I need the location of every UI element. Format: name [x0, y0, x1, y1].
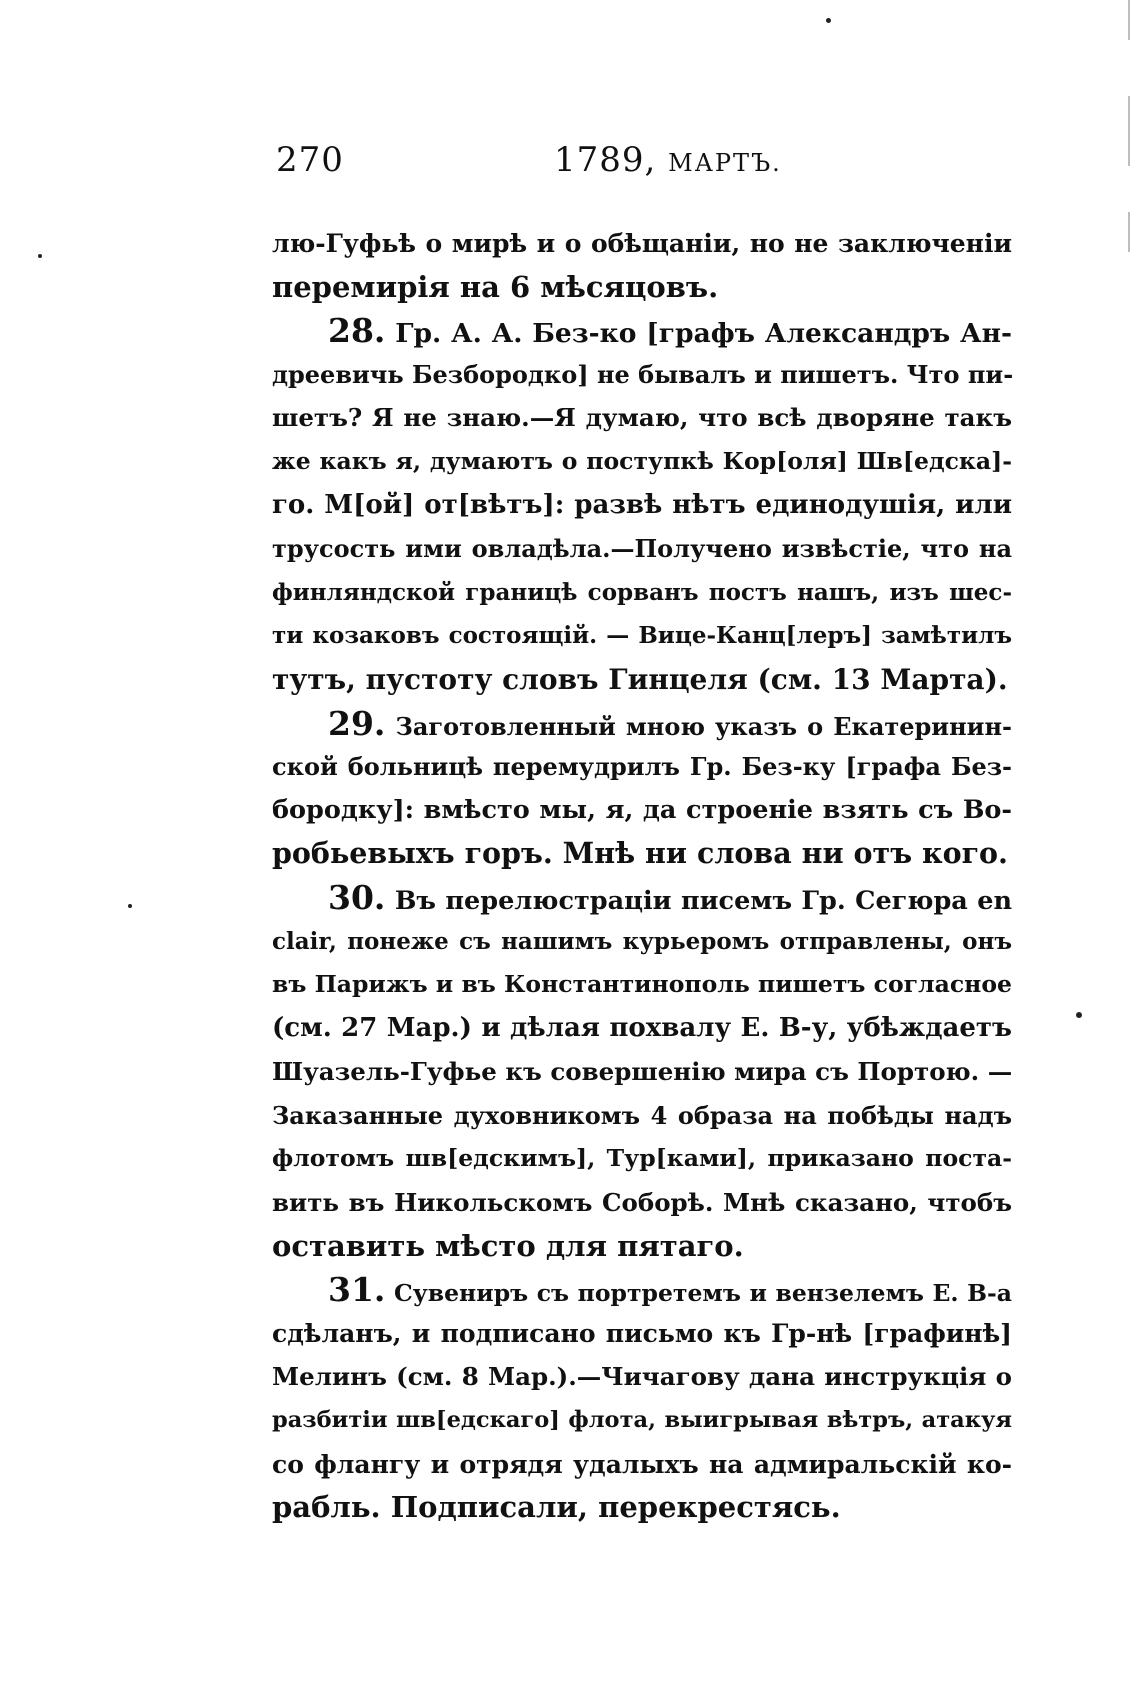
line-text: Мелинъ (см. 8 Мар.).—Чичагову дана инструкція о — [272, 1362, 1012, 1392]
text-line — [272, 353, 1012, 397]
text-line — [272, 571, 1012, 615]
text-line — [272, 484, 1012, 528]
scan-edge-line — [1128, 212, 1130, 252]
line-text: финляндской границѣ сорванъ постъ нашъ, изъ шес- — [272, 578, 1012, 606]
running-head-month: МАРТЪ. — [668, 149, 782, 177]
line-text: Въ перелюстраціи писемъ Гр. Сегюра en — [394, 885, 1012, 916]
line-text: сдѣланъ, и подписано письмо къ Гр-нѣ [графинѣ] — [272, 1318, 1012, 1348]
running-head-year: 1789, — [554, 140, 657, 180]
text-line — [272, 1312, 1012, 1356]
text-line — [272, 832, 1012, 876]
line-text: лю-Гуфьѣ о мирѣ и о обѣщаніи, но не заключеніи — [272, 229, 1012, 258]
text-line — [272, 1007, 1012, 1051]
line-text: бородку]: вмѣсто мы, я, да строеніе взять съ Во- — [272, 794, 1012, 825]
line-text: трусость ими овладѣла.—Получено извѣстіе, что на — [272, 534, 1012, 564]
line-text: Шуазель-Гуфье къ совершенію мира съ Портою. — — [272, 1057, 1013, 1087]
line-text: въ Парижъ и въ Константинополь пишетъ согласное — [272, 970, 1012, 999]
scan-speck — [38, 254, 42, 258]
line-text: оставить мѣсто для пятаго. — [272, 1228, 744, 1263]
scan-edge-line — [1128, 0, 1130, 40]
text-line — [272, 1443, 1012, 1487]
text-line — [272, 396, 1012, 440]
line-text: же какъ я, думаютъ о поступкѣ Кор[оля] Шв[едска]- — [272, 446, 1012, 475]
line-text: перемирія на 6 мѣсяцовъ. — [272, 269, 719, 304]
entry-start-line — [272, 876, 1012, 920]
text-line — [272, 527, 1012, 571]
text-line — [272, 614, 1012, 658]
line-text: рабль. Подписали, перекрестясь. — [272, 1490, 841, 1525]
line-text: ской больницѣ перемудрилъ Гр. Без-ку [графа Без- — [272, 752, 1012, 782]
text-line — [272, 920, 1012, 964]
line-text: флотомъ шв[едскимъ], Тур[ками], приказано поста- — [272, 1144, 1012, 1173]
entry-day-number: 29. — [328, 703, 386, 743]
scan-speck — [826, 18, 831, 23]
text-line — [272, 1355, 1012, 1399]
line-text: Сувениръ съ портретемъ и вензелемъ Е. В-а — [394, 1279, 1013, 1308]
line-text: го. М[ой] от[вѣтъ]: развѣ нѣтъ единодушія, или — [272, 489, 1012, 520]
text-line — [272, 1399, 1012, 1443]
line-text: дреевичь Безбородко] не бывалъ и пишетъ. Что пи- — [272, 359, 1014, 389]
running-head — [554, 140, 782, 180]
text-line — [272, 1050, 1012, 1094]
text-line — [272, 1137, 1012, 1181]
page-number: 270 — [276, 140, 344, 180]
text-line — [272, 222, 1012, 266]
scan-edge-line — [1128, 96, 1130, 166]
entry-day-number: 31. — [328, 1270, 386, 1310]
line-text: шетъ? Я не знаю.—Я думаю, что всѣ дворяне такъ — [272, 403, 1012, 433]
text-line — [272, 963, 1012, 1007]
text-line — [272, 1225, 1012, 1269]
page-header — [276, 140, 1012, 190]
entry-start-line — [272, 702, 1012, 746]
line-text: Заказанные духовникомъ 4 образа на побѣды надъ — [272, 1100, 1012, 1130]
text-line — [272, 1486, 1012, 1530]
text-line — [272, 658, 1012, 702]
entry-start-line — [272, 1268, 1012, 1312]
line-text: (см. 27 Мар.) и дѣлая похвалу Е. В-у, убѣждаетъ — [272, 1012, 1012, 1043]
line-text: Заготовленный мною указъ о Екатеринин- — [395, 711, 1012, 741]
text-line — [272, 1181, 1012, 1225]
text-line — [272, 745, 1012, 789]
entry-day-number: 28. — [328, 311, 386, 351]
text-line — [272, 266, 1012, 310]
line-text: со флангу и отрядя удалыхъ на адмиральскій ко- — [272, 1449, 1012, 1479]
text-line — [272, 789, 1012, 833]
line-text: робьевыхъ горъ. Мнѣ ни слова ни отъ кого. — [272, 836, 1008, 871]
text-line — [272, 1094, 1012, 1138]
line-text: ти козаковъ состоящій. — Вице-Канц[леръ] замѣтилъ — [272, 622, 1012, 650]
line-text: clair, понеже съ нашимъ курьеромъ отправлены, онъ — [272, 927, 1012, 955]
line-text: вить въ Никольскомъ Соборѣ. Мнѣ сказано, чтобъ — [272, 1188, 1012, 1218]
scan-speck — [1076, 1012, 1082, 1018]
line-text: разбитіи шв[едскаго] флота, выигрывая вѣтръ, атакуя — [272, 1407, 1012, 1434]
entry-day-number: 30. — [328, 877, 386, 917]
page-body — [272, 222, 1012, 1530]
text-line — [272, 440, 1012, 484]
scan-speck — [128, 904, 132, 908]
entry-start-line — [272, 309, 1012, 353]
line-text: Гр. А. А. Без-ко [графъ Александръ Ан- — [395, 318, 1013, 350]
line-text: тутъ, пустоту словъ Гинцеля (см. 13 Марта). — [272, 662, 1008, 696]
